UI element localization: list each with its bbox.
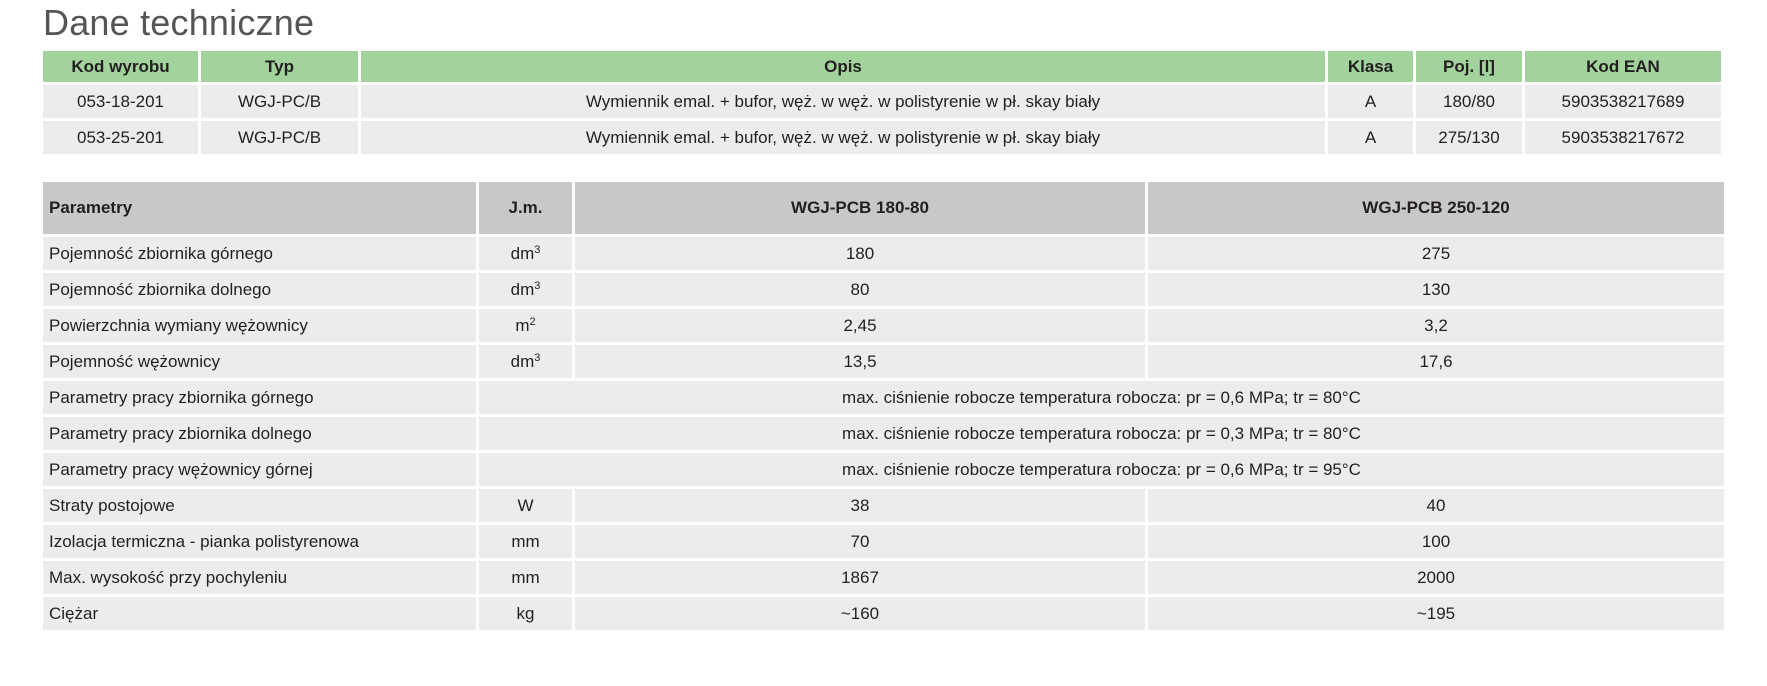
cell-kod-wyrobu: 053-25-201 — [43, 121, 198, 154]
param-value-180-80: 70 — [575, 525, 1145, 558]
parameters-header-row — [43, 182, 1724, 234]
table-row — [43, 561, 1724, 594]
table-row — [43, 121, 1721, 154]
param-label: Powierzchnia wymiany wężownicy — [43, 309, 476, 342]
col-header-opis: Opis — [361, 51, 1325, 82]
table-row — [43, 597, 1724, 630]
table-row — [43, 85, 1721, 118]
param-value-180-80: 38 — [575, 489, 1145, 522]
param-value-180-80: 80 — [575, 273, 1145, 306]
cell-typ: WGJ-PC/B — [201, 121, 358, 154]
table-row — [43, 525, 1724, 558]
param-unit: W — [479, 489, 572, 522]
param-label: Max. wysokość przy pochyleniu — [43, 561, 476, 594]
cell-klasa: A — [1328, 121, 1413, 154]
table-row — [43, 309, 1724, 342]
table-row — [43, 345, 1724, 378]
product-header-row — [43, 51, 1721, 82]
param-value-250-120: 2000 — [1148, 561, 1724, 594]
table-row — [43, 489, 1724, 522]
col-header-jm: J.m. — [479, 182, 572, 234]
param-value-250-120: ~195 — [1148, 597, 1724, 630]
param-unit: kg — [479, 597, 572, 630]
param-value-180-80: 13,5 — [575, 345, 1145, 378]
table-row — [43, 381, 1724, 414]
param-label: Pojemność zbiornika dolnego — [43, 273, 476, 306]
col-header-model-250-120: WGJ-PCB 250-120 — [1148, 182, 1724, 234]
cell-typ: WGJ-PC/B — [201, 85, 358, 118]
parameters-table — [40, 179, 1727, 633]
param-shared-value: max. ciśnienie robocze temperatura robocza: pr = 0,3 MPa; tr = 80°C — [479, 417, 1724, 450]
param-value-180-80: 180 — [575, 237, 1145, 270]
cell-opis: Wymiennik emal. + bufor, węż. w węż. w polistyrenie w pł. skay biały — [361, 121, 1325, 154]
param-unit: $dm^3$ — [479, 273, 572, 306]
param-label: Parametry pracy zbiornika górnego — [43, 381, 476, 414]
page-title: Dane techniczne — [43, 2, 315, 43]
table-row — [43, 453, 1724, 486]
param-value-250-120: 3,2 — [1148, 309, 1724, 342]
col-header-kod-wyrobu: Kod wyrobu — [43, 51, 198, 82]
col-header-parametry: Parametry — [43, 182, 476, 234]
param-value-250-120: 17,6 — [1148, 345, 1724, 378]
cell-klasa: A — [1328, 85, 1413, 118]
param-label: Parametry pracy zbiornika dolnego — [43, 417, 476, 450]
param-shared-value: max. ciśnienie robocze temperatura robocza: pr = 0,6 MPa; tr = 95°C — [479, 453, 1724, 486]
param-label: Izolacja termiczna - pianka polistyrenowa — [43, 525, 476, 558]
col-header-pojemnosc: Poj. [l] — [1416, 51, 1522, 82]
cell-kod-ean: 5903538217672 — [1525, 121, 1721, 154]
param-label: Ciężar — [43, 597, 476, 630]
param-value-180-80: 2,45 — [575, 309, 1145, 342]
param-value-250-120: 40 — [1148, 489, 1724, 522]
col-header-klasa: Klasa — [1328, 51, 1413, 82]
cell-opis: Wymiennik emal. + bufor, węż. w węż. w polistyrenie w pł. skay biały — [361, 85, 1325, 118]
cell-kod-wyrobu: 053-18-201 — [43, 85, 198, 118]
cell-pojemnosc: 275/130 — [1416, 121, 1522, 154]
product-table — [40, 48, 1724, 157]
param-label: Pojemność wężownicy — [43, 345, 476, 378]
cell-pojemnosc: 180/80 — [1416, 85, 1522, 118]
table-row — [43, 237, 1724, 270]
param-unit: $dm^3$ — [479, 237, 572, 270]
param-value-250-120: 100 — [1148, 525, 1724, 558]
table-row — [43, 417, 1724, 450]
param-label: Parametry pracy wężownicy górnej — [43, 453, 476, 486]
cell-kod-ean: 5903538217689 — [1525, 85, 1721, 118]
param-unit: $dm^3$ — [479, 345, 572, 378]
col-header-typ: Typ — [201, 51, 358, 82]
param-label: Pojemność zbiornika górnego — [43, 237, 476, 270]
param-unit: mm — [479, 561, 572, 594]
param-shared-value: max. ciśnienie robocze temperatura robocza: pr = 0,6 MPa; tr = 80°C — [479, 381, 1724, 414]
param-value-250-120: 275 — [1148, 237, 1724, 270]
param-unit: $m^2$ — [479, 309, 572, 342]
param-unit: mm — [479, 525, 572, 558]
table-row — [43, 273, 1724, 306]
col-header-model-180-80: WGJ-PCB 180-80 — [575, 182, 1145, 234]
param-label: Straty postojowe — [43, 489, 476, 522]
param-value-180-80: ~160 — [575, 597, 1145, 630]
col-header-kod-ean: Kod EAN — [1525, 51, 1721, 82]
param-value-250-120: 130 — [1148, 273, 1724, 306]
param-value-180-80: 1867 — [575, 561, 1145, 594]
